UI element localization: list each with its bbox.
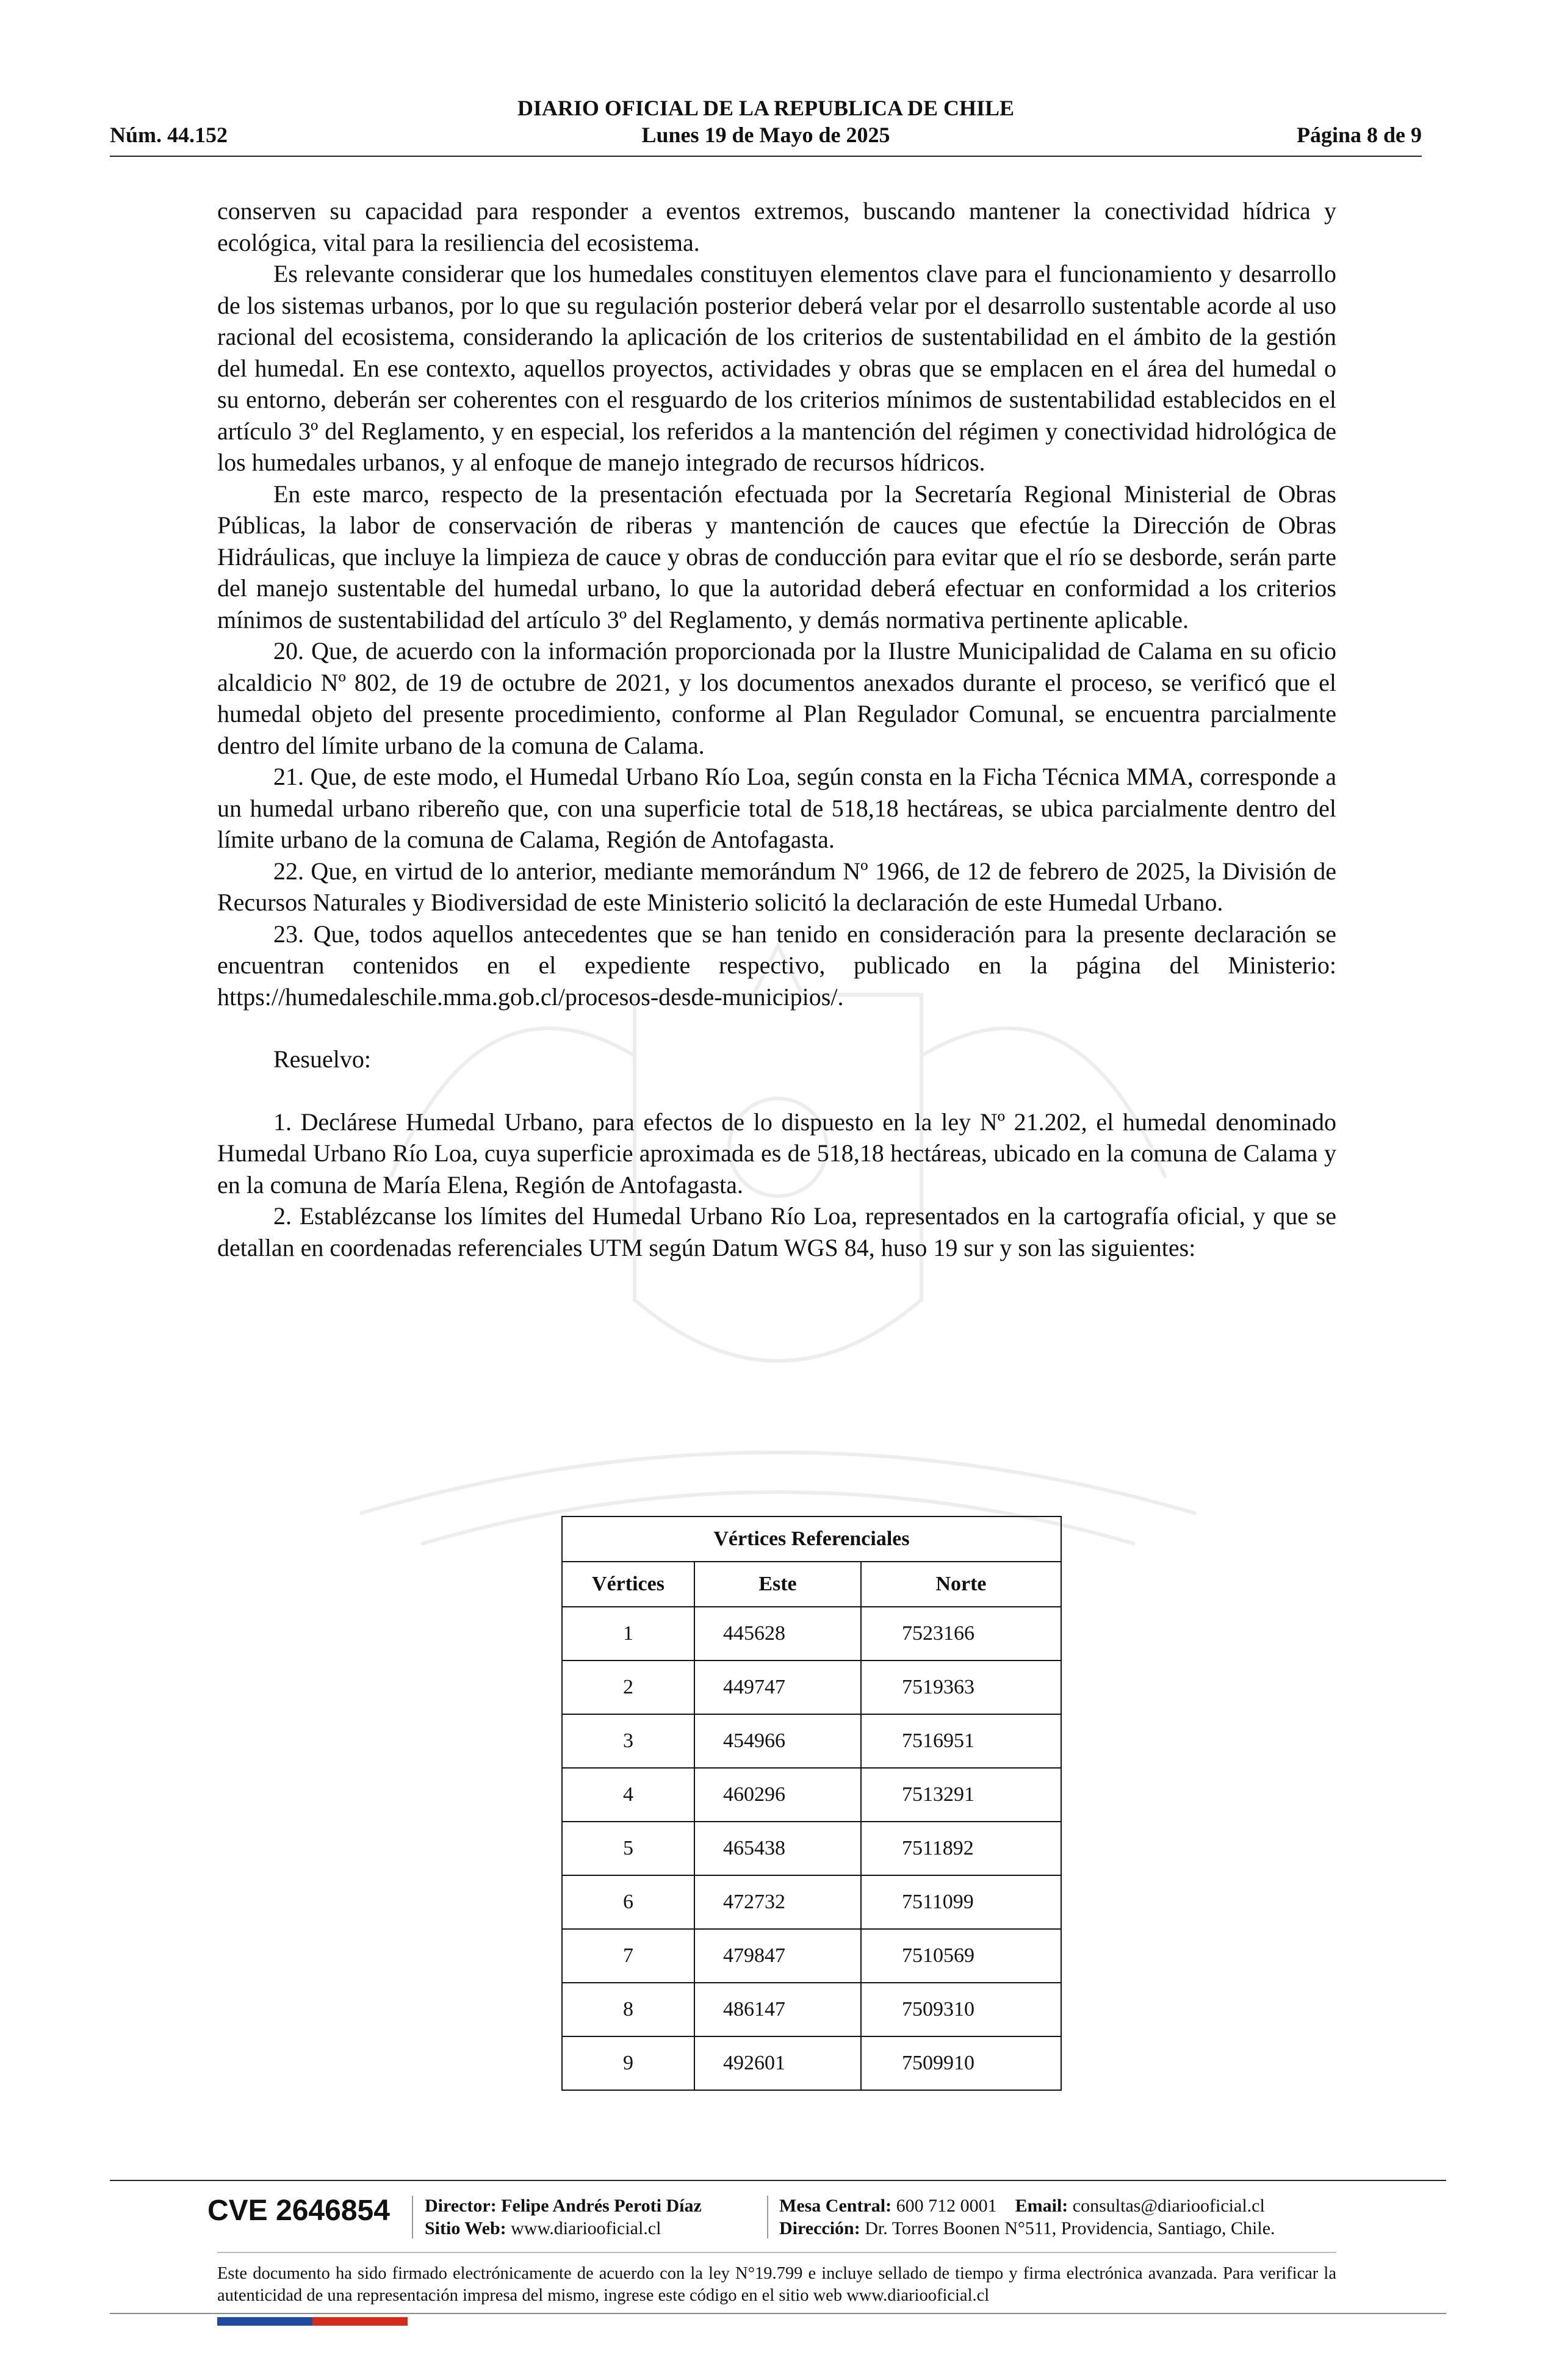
vertex-cell: 6 xyxy=(562,1875,694,1929)
vertex-cell: 1 xyxy=(562,1607,694,1661)
issue-date: Lunes 19 de Mayo de 2025 xyxy=(641,123,890,147)
director-name: Felipe Andrés Peroti Díaz xyxy=(501,2196,702,2216)
column-header-norte: Norte xyxy=(861,1562,1061,1607)
este-cell: 486147 xyxy=(694,1983,861,2036)
vertex-cell: 2 xyxy=(562,1661,694,1714)
email-label: Email: xyxy=(1015,2196,1068,2216)
paragraph-21: 21. Que, de este modo, el Humedal Urbano Río Loa, según consta en la Ficha Técnica MMA, corresponde a un humedal urbano ribereño que, con una superficie total de 518,18 hectáreas, se ubica parcialmente dentro del límite urbano de la comuna de Calama, Región de Antofagasta. xyxy=(217,763,1336,853)
paragraph-20: 20. Que, de acuerdo con la información proporcionada por la Ilustre Municipalidad de Calama en su oficio alcaldicio Nº 802, de 19 de octubre de 2021, y los documentos anexados durante el proceso, se verificó que el humedal objeto del presente procedimiento, conforme al Plan Regulador Comunal, se encuentra parcialmente dentro del límite urbano de la comuna de Calama. xyxy=(217,637,1336,759)
table-row xyxy=(562,1714,1061,1768)
footer-divider xyxy=(110,2180,1446,2181)
vertex-cell: 4 xyxy=(562,1768,694,1822)
issue-number: Núm. 44.152 xyxy=(110,123,228,147)
website-label: Sitio Web: xyxy=(425,2218,506,2238)
norte-cell: 7509310 xyxy=(861,1983,1061,2036)
paragraph-23: 23. Que, todos aquellos antecedentes que se han tenido en consideración para la presente declaración se encuentran contenidos en el expediente respectivo, publicado en la página del Ministerio: https://humedaleschile.mma.gob.cl/procesos-desde-municipios/. xyxy=(217,920,1336,1011)
footer-separator xyxy=(412,2196,413,2238)
norte-cell: 7519363 xyxy=(861,1661,1061,1714)
vertex-cell: 5 xyxy=(562,1822,694,1875)
newspaper-title: DIARIO OFICIAL DE LA REPUBLICA DE CHILE xyxy=(517,96,1015,120)
table-row xyxy=(562,2036,1061,2090)
footer-bottom-divider xyxy=(110,2313,1446,2314)
page-header xyxy=(110,95,1422,156)
resolution-1: 1. Declárese Humedal Urbano, para efectos de lo dispuesto en la ley Nº 21.202, el humedal denominado Humedal Urbano Río Loa, cuya superficie aproximada es de 518,18 hectáreas, ubicado en la comuna de Calama y en la comuna de María Elena, Región de Antofagasta. xyxy=(217,1108,1336,1199)
table-row xyxy=(562,1661,1061,1714)
resuelvo-heading: Resuelvo: xyxy=(273,1045,371,1073)
flag-stripe-red xyxy=(312,2317,408,2326)
column-header-vertices: Vértices xyxy=(562,1562,694,1607)
este-cell: 479847 xyxy=(694,1929,861,1983)
header-divider xyxy=(110,156,1422,157)
paragraph: conserven su capacidad para responder a eventos extremos, buscando mantener la conectividad hídrica y ecológica, vital para la resiliencia del ecosistema. xyxy=(217,197,1336,256)
mesa-label: Mesa Central: xyxy=(779,2196,892,2216)
vertex-cell: 3 xyxy=(562,1714,694,1768)
footer-contact-block xyxy=(779,2194,1275,2240)
director-label: Director: xyxy=(425,2196,497,2216)
norte-cell: 7511892 xyxy=(861,1822,1061,1875)
norte-cell: 7511099 xyxy=(861,1875,1061,1929)
footer-inner-divider xyxy=(217,2252,1336,2253)
este-cell: 472732 xyxy=(694,1875,861,1929)
page-number: Página 8 de 9 xyxy=(1296,123,1422,147)
vertex-cell: 8 xyxy=(562,1983,694,2036)
address-label: Dirección: xyxy=(779,2218,860,2238)
paragraph: En este marco, respecto de la presentación efectuada por la Secretaría Regional Ministerial de Obras Públicas, la labor de conservación de riberas y mantención de cauces que efectúe la Dirección de Obras Hidráulicas, que incluye la limpieza de cauce y obras de conducción para evitar que el río se desborde, serán parte del manejo sustentable del humedal urbano, lo que la autoridad deberá efectuar en conformidad a los criterios mínimos de sustentabilidad del artículo 3º del Reglamento, y demás normativa pertinente aplicable. xyxy=(217,480,1336,633)
footer-director-block xyxy=(425,2194,702,2240)
vertex-cell: 9 xyxy=(562,2036,694,2090)
este-cell: 454966 xyxy=(694,1714,861,1768)
este-cell: 465438 xyxy=(694,1822,861,1875)
norte-cell: 7510569 xyxy=(861,1929,1061,1983)
norte-cell: 7513291 xyxy=(861,1768,1061,1822)
paragraph-22: 22. Que, en virtud de lo anterior, mediante memorándum Nº 1966, de 12 de febrero de 2025, la División de Recursos Naturales y Biodiversidad de este Ministerio solicitó la declaración de este Humedal Urbano. xyxy=(217,857,1336,916)
table-row xyxy=(562,1607,1061,1661)
table-row xyxy=(562,1768,1061,1822)
este-cell: 445628 xyxy=(694,1607,861,1661)
vertices-table xyxy=(561,1516,1062,2091)
este-cell: 492601 xyxy=(694,2036,861,2090)
este-cell: 449747 xyxy=(694,1661,861,1714)
cve-code: CVE 2646854 xyxy=(207,2194,390,2227)
este-cell: 460296 xyxy=(694,1768,861,1822)
mesa-phone: 600 712 0001 xyxy=(896,2196,997,2216)
document-body xyxy=(217,195,1336,1263)
table-caption: Vértices Referenciales xyxy=(562,1516,1061,1562)
flag-stripe-blue xyxy=(217,2317,312,2326)
vertex-cell: 7 xyxy=(562,1929,694,1983)
legal-notice: Este documento ha sido firmado electrónicamente de acuerdo con la ley N°19.799 e incluye sellado de tiempo y firma electrónica avanzada. Para verificar la autenticidad de una representación impresa del mismo, ingrese este código en el sitio web www.diariooficial.cl xyxy=(217,2264,1336,2305)
table-row xyxy=(562,1822,1061,1875)
resolution-2: 2. Establézcanse los límites del Humedal Urbano Río Loa, representados en la cartografía oficial, y que se detallan en coordenadas referenciales UTM según Datum WGS 84, huso 19 sur y son las siguientes: xyxy=(217,1202,1336,1261)
table-row xyxy=(562,1983,1061,2036)
footer-separator xyxy=(767,2196,768,2238)
paragraph: Es relevante considerar que los humedales constituyen elementos clave para el funcionamiento y desarrollo de los sistemas urbanos, por lo que su regulación posterior deberá velar por el desarrollo sustentable acorde al uso racional del ecosistema, considerando la aplicación de los criterios de sustentabilidad en el ámbito de la gestión del humedal. En ese contexto, aquellos proyectos, actividades y obras que se emplacen en el área del humedal o su entorno, deberán ser coherentes con el resguardo de los criterios mínimos de sustentabilidad establecidos en el artículo 3º del Reglamento, y en especial, los referidos a la mantención del régimen y conectividad hidrológica de los humedales urbanos, y al enfoque de manejo integrado de recursos hídricos. xyxy=(217,260,1336,476)
address-text: Dr. Torres Boonen N°511, Providencia, Santiago, Chile. xyxy=(865,2218,1275,2238)
norte-cell: 7523166 xyxy=(861,1607,1061,1661)
table-row xyxy=(562,1875,1061,1929)
email-link[interactable]: consultas@diariooficial.cl xyxy=(1072,2196,1265,2216)
norte-cell: 7516951 xyxy=(861,1714,1061,1768)
column-header-este: Este xyxy=(694,1562,861,1607)
norte-cell: 7509910 xyxy=(861,2036,1061,2090)
website-link[interactable]: www.diariooficial.cl xyxy=(511,2218,661,2238)
table-row xyxy=(562,1929,1061,1983)
